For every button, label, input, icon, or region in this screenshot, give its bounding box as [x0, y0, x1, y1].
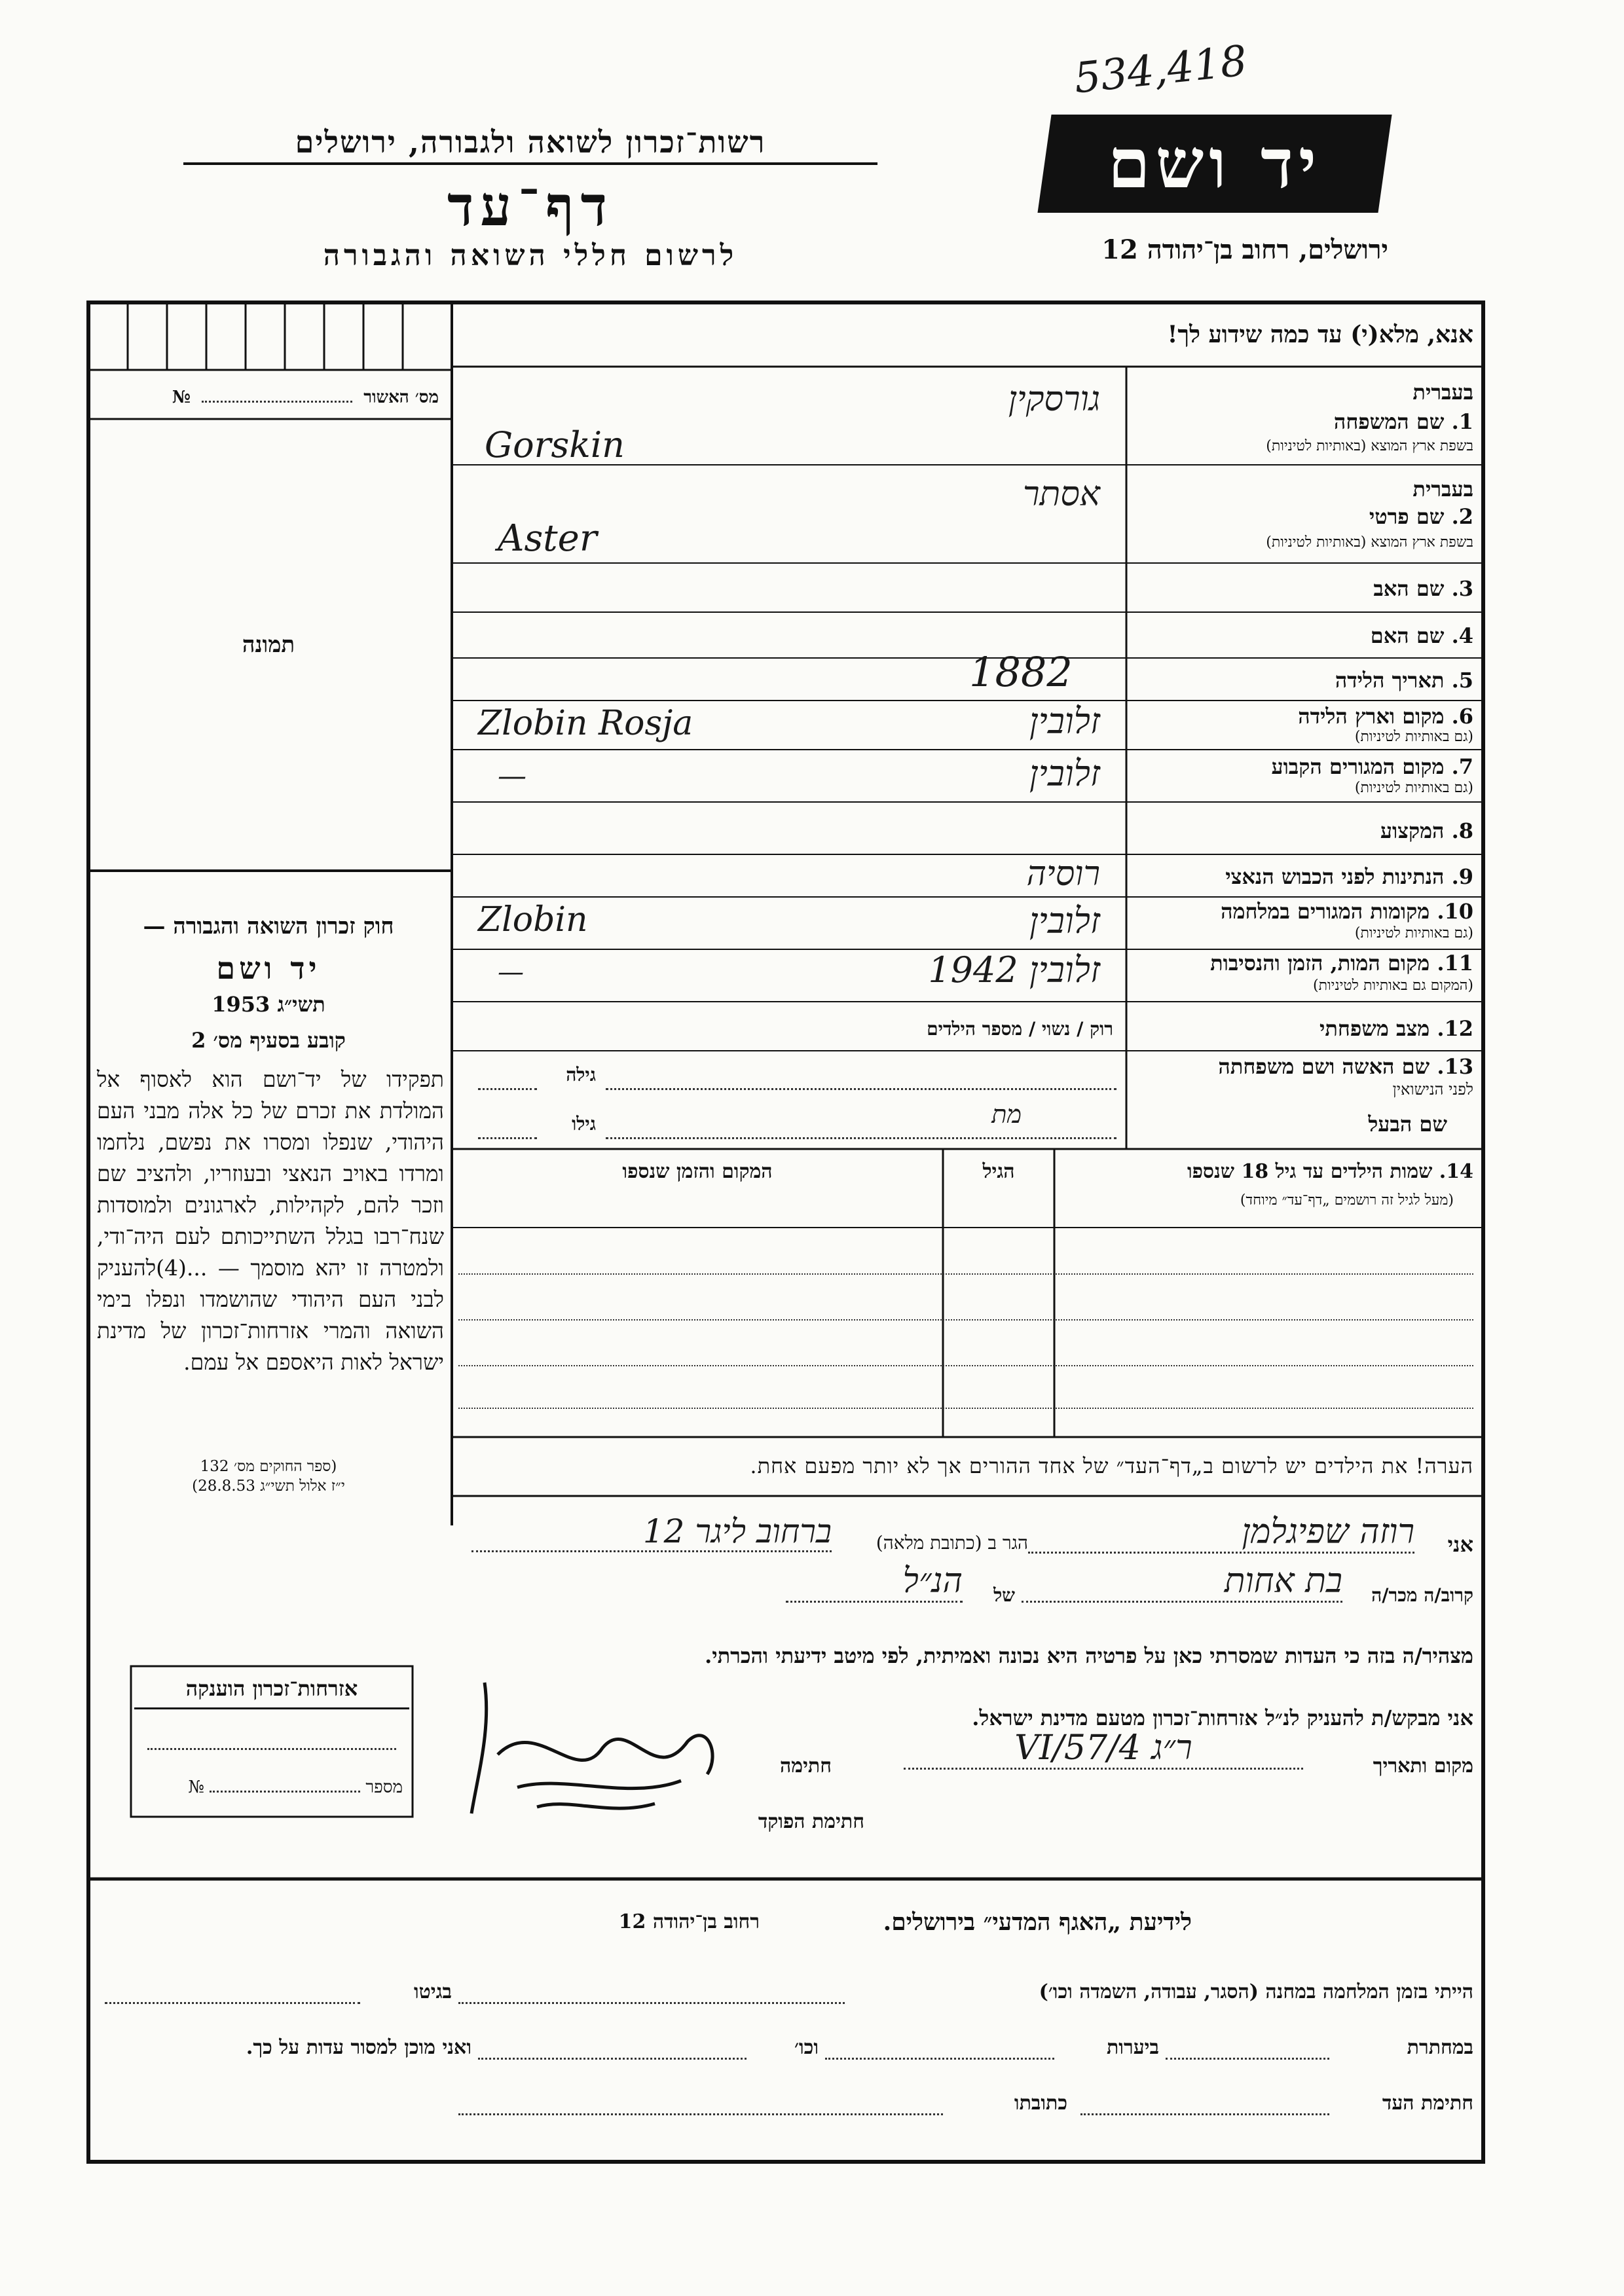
photo-label: תמונה [242, 632, 295, 658]
husband-label: שם הבעל [1368, 1112, 1447, 1137]
decl-resident-label: הגר ב (כתובת מלאה) [876, 1532, 1028, 1554]
field-3-num: 3. [1451, 576, 1473, 601]
children-num: 14. [1439, 1160, 1473, 1183]
decl-relative-value[interactable]: בת אחות [1022, 1561, 1342, 1603]
decl-request: אני מבקש/ת להעניק לנ״ל אזרחות־זכרון מטעם מדינת ישראל. [972, 1705, 1473, 1730]
bottom-underground: במחתרת [1407, 2036, 1473, 2059]
field-2-sub: בשפת ארץ המוצא (באותיות לטיניות) [1266, 534, 1473, 551]
decl-statement: מצהיר/ה בזה כי העדות שמסרתי כאן על פרטיה היא נכונה ואמיתית, לפי מיטב ידיעתי והכרתי. [705, 1643, 1473, 1668]
decl-of-label: של [993, 1584, 1015, 1606]
field-9-num: 9. [1451, 864, 1473, 889]
children-col-place: המקום והזמן שנספו [622, 1160, 773, 1183]
intro-line: אנא, מלא(י) עד כמה שידוע לך! [1167, 321, 1473, 348]
field-7-sub: (גם באותיות לטיניות) [1354, 780, 1473, 796]
law-name: יד ושם [216, 951, 321, 986]
field-13-num: 13. [1437, 1054, 1473, 1079]
value-residence-lat[interactable]: — [498, 759, 526, 793]
husband-name-field[interactable] [606, 1137, 1116, 1139]
decl-relative-label: קרוב/ה מכר/ה [1371, 1584, 1473, 1606]
field-13-label: שם האשה ושם משפחתה [1218, 1054, 1430, 1079]
ghetto-field[interactable] [105, 2002, 360, 2004]
law-title: חוק זכרון השואה והגבורה — [143, 913, 394, 939]
field-3-label: שם האב [1373, 576, 1445, 601]
child-row-line [458, 1365, 1473, 1366]
value-residence-heb[interactable]: זלובין [1029, 753, 1100, 794]
value-surname-heb[interactable]: גורסקין [1008, 380, 1100, 419]
witness-sig-field[interactable] [1080, 2113, 1329, 2115]
archive-number: 534,418 [1071, 37, 1249, 103]
bottom-address: רחוב בן־יהודה 12 [618, 1910, 760, 1933]
field-12-options[interactable]: רוק / נשוי / מספר הילדים [927, 1018, 1113, 1040]
signature-mark [458, 1676, 733, 1833]
law-text: תפקידו של יד־ושם הוא לאסוף אל המולדת את זכרם של כל אלה מבני העם היהודי, שנפלו ומסרו את נפשם, נלחמו ומרדו באויב הנאצי ובעוזריו, ולהציב שם וזכר להם, לקהילות, לארגונים ולמוסדות שנח־רבו בגלל השתייכותם לעם היה־ודי, ולמטרה זו יהא מוסמך — ...(4)להעניק לבני העם היהודי שהושמדו ונפלו בימי השואה והמרי אזרחות־זכרון של מדינת ישראל לאות היאספם אל עמם. [97, 1066, 444, 1375]
law-ref-2: י״ז אלול תשי״ג 28.8.53) [192, 1478, 345, 1495]
decl-officer-label: חתימת הפוקד [758, 1810, 864, 1833]
field-10-num: 10. [1437, 899, 1473, 924]
field-10-sub: (גם באותיות לטיניות) [1354, 925, 1473, 941]
logo-text: יד ושם [1107, 123, 1322, 204]
form-subtitle: לרשום חללי השואה והגבורה [323, 239, 738, 272]
forests-field[interactable] [825, 2058, 1054, 2060]
header-address: ירושלים, רחוב בן־יהודה 12 [1101, 234, 1388, 265]
bottom-forests: ביערות [1106, 2036, 1159, 2059]
field-13-sub: לפני הנישואין [1392, 1080, 1473, 1099]
form-title: דף־עד [447, 173, 614, 238]
field-8-num: 8. [1451, 818, 1473, 843]
memorial-box-no: № [188, 1777, 204, 1797]
child-row-line [458, 1319, 1473, 1321]
field-4-num: 4. [1451, 623, 1473, 648]
decl-i-value[interactable]: רוזה שפיגלמן [1028, 1512, 1414, 1554]
memorial-box-number: מספר [365, 1777, 403, 1797]
bottom-line1: הייתי בזמן המלחמה במחנה (הסגר, עבודה, השמדה וכו׳) [1039, 1980, 1473, 2003]
bottom-witness-sig: חתימת העד [1382, 2092, 1473, 2115]
field-12-label: מצב משפחתי [1320, 1016, 1430, 1041]
field-1-heb-tag: בעברית [1412, 380, 1473, 405]
field-7-label: מקום המגורים הקבוע [1271, 754, 1445, 779]
value-surname-lat[interactable]: Gorskin [485, 424, 625, 465]
field-12-num: 12. [1437, 1016, 1473, 1041]
value-firstname-heb[interactable]: אסתר [1022, 475, 1100, 514]
field-11-num: 11. [1437, 951, 1473, 975]
value-firstname-lat[interactable]: Aster [498, 517, 597, 560]
authority-name: רשות־זכרון לשואה ולגבורה, ירושלים [183, 124, 877, 165]
husband-value: מת [991, 1100, 1022, 1129]
decl-of-value[interactable]: הנ״ל [786, 1561, 963, 1603]
field-1-label: שם המשפחה [1333, 409, 1445, 434]
bottom-address-label: כתובתו [1014, 2092, 1067, 2115]
field-9-label: הנתינות לפני הכבוש הנאצי [1225, 864, 1445, 889]
field-2-num: 2. [1451, 504, 1473, 529]
bottom-ready: ואני מוכן למסור עדות על כך. [246, 2036, 471, 2059]
field-11-sub: (המקום גם באותיות לטיניות) [1313, 977, 1473, 994]
field-8-label: המקצוע [1380, 818, 1445, 843]
camp-field[interactable] [458, 2002, 845, 2004]
husband-age-label: גילו [572, 1113, 596, 1135]
children-label: שמות הילדים עד גיל 18 שנספו [1187, 1160, 1433, 1183]
memorial-box-field[interactable] [210, 1791, 360, 1793]
field-1-sub: בשפת ארץ המוצא (באותיות לטיניות) [1266, 438, 1473, 454]
witness-address-field[interactable] [458, 2113, 943, 2115]
field-6-num: 6. [1451, 704, 1473, 729]
memorial-box-line [147, 1748, 396, 1750]
value-death-heb[interactable]: זלובין 1942 [928, 949, 1100, 991]
children-note: הערה! את הילדים יש לרשום ב„דף־העד״ של אחד ההורים אך לא יותר מפעם אחת. [750, 1453, 1473, 1478]
bottom-ghetto: בגיטו [413, 1980, 452, 2003]
field-6-sub: (גם באותיות לטיניות) [1354, 729, 1473, 745]
decl-place-date-label: מקום ותאריך [1373, 1755, 1473, 1777]
value-nationality[interactable]: רוסיה [1026, 854, 1100, 894]
children-sub: (מעל לגיל זה רושמים „דף־עד״ מיוחד) [1240, 1192, 1454, 1209]
value-birthplace-lat[interactable]: Zlobin Rosja [478, 704, 693, 743]
wife-name-field[interactable] [606, 1088, 1116, 1090]
child-row-line [458, 1408, 1473, 1409]
law-ref-1: (ספר החוקים מס׳ 132 [200, 1458, 337, 1475]
bottom-title: לידיעת „האגף המדעי״ בירושלים. [883, 1908, 1192, 1936]
law-year-heb: תשי״ג [277, 992, 325, 1017]
husband-age-field[interactable] [478, 1137, 537, 1139]
value-wartime-heb[interactable]: זלובין [1029, 900, 1100, 941]
field-4-label: שם האם [1370, 623, 1445, 648]
law-clause: קובע בסעיף מס׳ 2 [191, 1028, 346, 1053]
etc-field[interactable] [478, 2058, 747, 2060]
field-1-num: 1. [1451, 409, 1473, 434]
approval-field[interactable] [202, 401, 352, 403]
law-year: 1953 [212, 992, 270, 1017]
decl-i-label: אני [1447, 1532, 1473, 1557]
bottom-etc: וכו׳ [794, 2036, 819, 2059]
child-row-line [458, 1273, 1473, 1275]
wife-age-label: גילה [566, 1064, 596, 1085]
value-wartime-lat[interactable]: Zlobin [478, 900, 588, 939]
field-2-label: שם פרטי [1369, 504, 1445, 529]
field-6-label: מקום וארץ הלידה [1298, 704, 1445, 729]
value-birth-date[interactable]: 1882 [969, 648, 1073, 696]
field-10-label: מקומות המגורים במלחמה [1221, 899, 1430, 924]
approval-no: № [172, 388, 191, 407]
approval-label: מס׳ האשור [363, 388, 439, 407]
memorial-box-title: אזרחות־זכרון הוענקה [134, 1676, 409, 1709]
field-11-label: מקום המות, הזמן והנסיבות [1210, 951, 1430, 975]
field-5-label: תאריך הלידה [1335, 668, 1445, 693]
underground-field[interactable] [1166, 2058, 1329, 2060]
decl-place-date-value[interactable]: ר״ג 4/VI/57 [904, 1728, 1303, 1770]
value-death-lat[interactable]: — [498, 957, 524, 987]
wife-age-field[interactable] [478, 1088, 537, 1090]
decl-resident-value[interactable]: ברחוב ליגר 12 [471, 1512, 832, 1552]
value-birthplace-heb[interactable]: זלובין [1029, 701, 1100, 742]
children-col-age: הגיל [982, 1160, 1015, 1183]
field-5-num: 5. [1451, 668, 1473, 693]
decl-signature-label: חתימה [780, 1755, 832, 1777]
field-2-heb-tag: בעברית [1412, 477, 1473, 501]
field-7-num: 7. [1451, 754, 1473, 779]
